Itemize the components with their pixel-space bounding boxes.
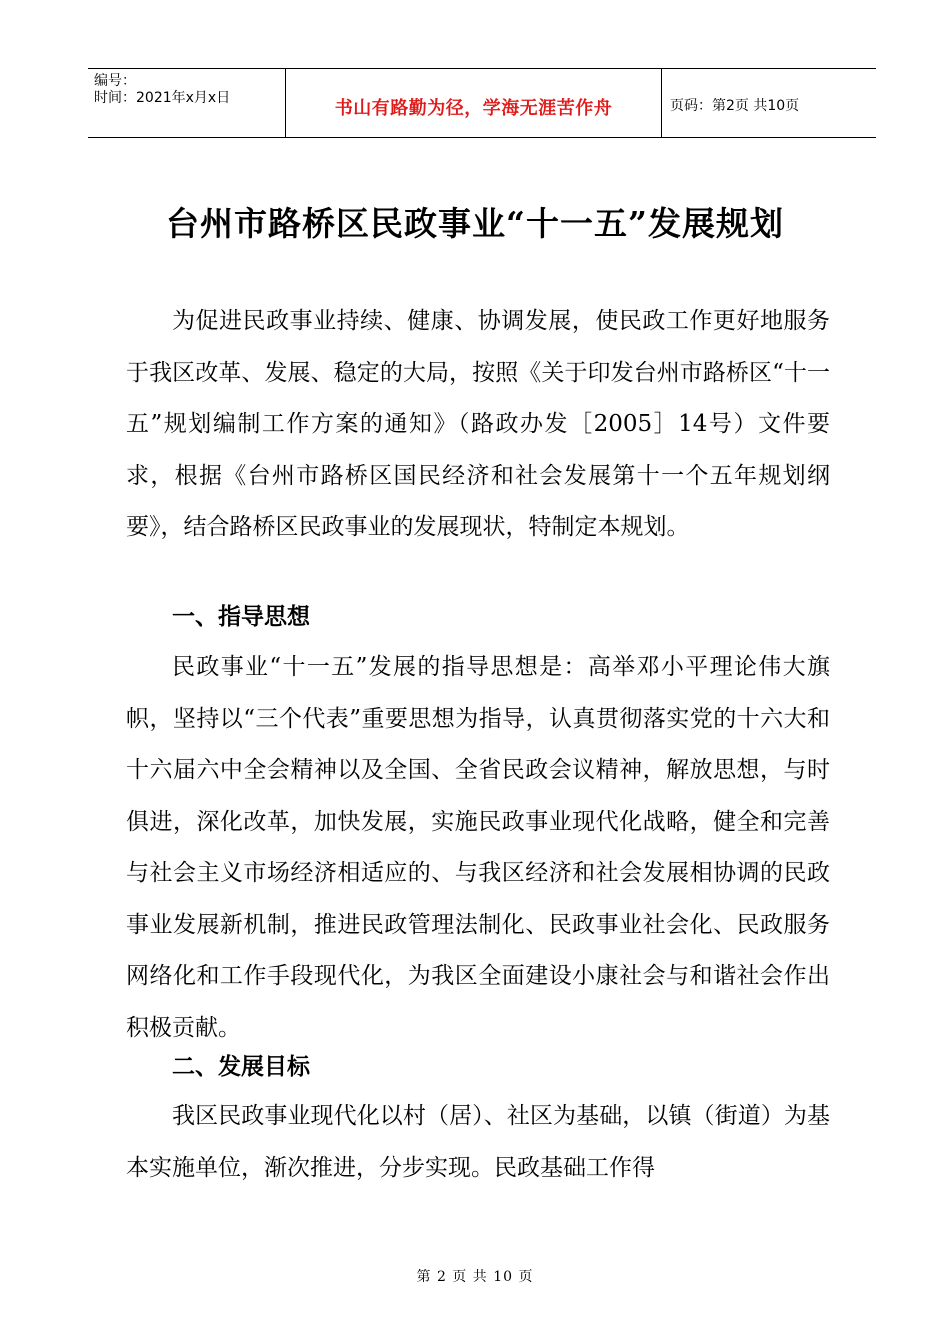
number-label: 编号： [94,73,136,89]
page-footer: 第 2 页 共 10 页 [416,1269,534,1285]
intro-paragraph: 为促进民政事业持续、健康、协调发展，使民政工作更好地服务于我区改革、发展、稳定的大局，按照《关于印发台州市路桥区“十一五”规划编制工作方案的通知》（路政办发［2005］14号）文件要求，根据《台州市路桥区国民经济和社会发展第十一个五年规划纲要》，结合路桥区民政事业的发展现状，特制定本规划。 [126,308,830,540]
document-title: 台州市路桥区民政事业“十一五”发展规划 [166,204,784,243]
header-left-cell [88,69,286,137]
section1-paragraph: 民政事业“十一五”发展的指导思想是：高举邓小平理论伟大旗帜，坚持以“三个代表”重要思想为指导，认真贯彻落实党的十六大和十六届六中全会精神以及全国、全省民政会议精神，解放思想，与时俱进，深化改革，加快发展，实施民政事业现代化战略，健全和完善与社会主义市场经济相适应的、与我区经济和社会发展相协调的民政事业发展新机制，推进民政管理法制化、民政事业社会化、民政服务网络化和工作手段现代化，为我区全面建设小康社会与和谐社会作出积极贡献。 [126,654,830,1041]
date-label: 时间：2021年x月x日 [94,90,231,106]
header-motto: 书山有路勤为径，学海无涯苦作舟 [286,69,662,137]
section1-heading: 一、指导思想 [172,604,310,630]
section2-paragraph: 我区民政事业现代化以村（居）、社区为基础，以镇（街道）为基本实施单位，渐次推进，分步实现。民政基础工作得 [126,1103,830,1181]
header-table [88,68,876,138]
section2-heading: 二、发展目标 [172,1054,310,1080]
header-page-label: 页码：第2页 共10页 [670,98,800,114]
